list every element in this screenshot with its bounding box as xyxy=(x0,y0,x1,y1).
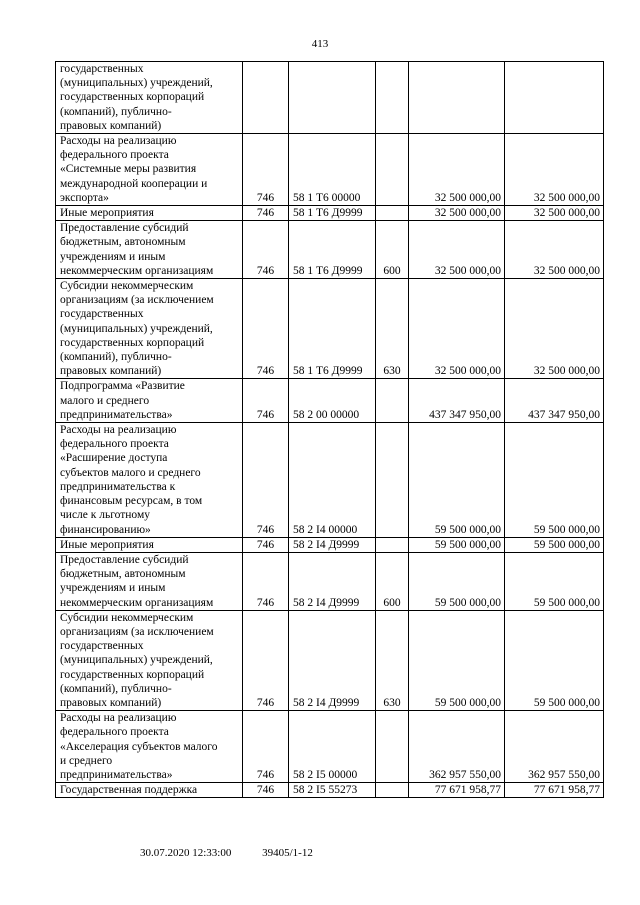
table-row xyxy=(56,711,604,783)
table-row xyxy=(56,62,604,134)
table-row xyxy=(56,379,604,423)
target-article-code: 58 1 Т6 Д9999 xyxy=(289,221,376,279)
amount-year-2: 59 500 000,00 xyxy=(505,537,604,552)
budget-table xyxy=(55,61,604,798)
grbs-code: 746 xyxy=(243,206,289,221)
target-article-code: 58 1 Т6 Д9999 xyxy=(289,279,376,379)
amount-year-1: 59 500 000,00 xyxy=(409,537,505,552)
row-name: Иные мероприятия xyxy=(56,206,243,221)
row-name: Предоставление субсидий бюджетным, автономным учреждениям и иным некоммерческим организациям xyxy=(56,552,243,610)
expense-type-code xyxy=(376,379,409,423)
target-article-code: 58 1 Т6 Д9999 xyxy=(289,206,376,221)
row-name: государственных (муниципальных) учреждений, государственных корпораций (компаний), публично- правовых компаний) xyxy=(56,62,243,134)
expense-type-code: 630 xyxy=(376,279,409,379)
row-name: Расходы на реализацию федерального проекта «Системные меры развития международной кооперации и экспорта» xyxy=(56,134,243,206)
table-row xyxy=(56,134,604,206)
expense-type-code: 630 xyxy=(376,610,409,710)
budget-table-body xyxy=(56,62,604,798)
amount-year-2: 32 500 000,00 xyxy=(505,221,604,279)
target-article-code: 58 1 Т6 00000 xyxy=(289,134,376,206)
amount-year-1: 362 957 550,00 xyxy=(409,711,505,783)
expense-type-code: 600 xyxy=(376,221,409,279)
row-name: Субсидии некоммерческим организациям (за исключением государственных (муниципальных) учреждений, государственных корпораций (компаний), публично- правовых компаний) xyxy=(56,279,243,379)
footer-doc-id: 39405/1-12 xyxy=(262,847,313,859)
target-article-code: 58 2 I4 Д9999 xyxy=(289,552,376,610)
target-article-code: 58 2 I5 00000 xyxy=(289,711,376,783)
amount-year-1: 59 500 000,00 xyxy=(409,552,505,610)
row-name: Иные мероприятия xyxy=(56,537,243,552)
expense-type-code xyxy=(376,206,409,221)
amount-year-2: 437 347 950,00 xyxy=(505,379,604,423)
row-name: Предоставление субсидий бюджетным, автономным учреждениям и иным некоммерческим организациям xyxy=(56,221,243,279)
target-article-code: 58 2 00 00000 xyxy=(289,379,376,423)
row-name: Расходы на реализацию федерального проекта «Акселерация субъектов малого и среднего предпринимательства» xyxy=(56,711,243,783)
target-article-code: 58 2 I4 00000 xyxy=(289,423,376,538)
grbs-code: 746 xyxy=(243,783,289,798)
table-row xyxy=(56,279,604,379)
expense-type-code: 600 xyxy=(376,552,409,610)
amount-year-2: 32 500 000,00 xyxy=(505,134,604,206)
grbs-code xyxy=(243,62,289,134)
table-row xyxy=(56,537,604,552)
grbs-code: 746 xyxy=(243,537,289,552)
table-row xyxy=(56,423,604,538)
expense-type-code xyxy=(376,711,409,783)
table-row xyxy=(56,783,604,798)
row-name: Расходы на реализацию федерального проекта «Расширение доступа субъектов малого и среднего предпринимательства к финансовым ресурсам, в том числе к льготному финансированию» xyxy=(56,423,243,538)
expense-type-code xyxy=(376,537,409,552)
footer-timestamp: 30.07.2020 12:33:00 xyxy=(140,847,232,859)
amount-year-2: 59 500 000,00 xyxy=(505,423,604,538)
target-article-code xyxy=(289,62,376,134)
table-row xyxy=(56,221,604,279)
amount-year-2: 362 957 550,00 xyxy=(505,711,604,783)
amount-year-1: 32 500 000,00 xyxy=(409,279,505,379)
target-article-code: 58 2 I5 55273 xyxy=(289,783,376,798)
grbs-code: 746 xyxy=(243,279,289,379)
grbs-code: 746 xyxy=(243,221,289,279)
amount-year-2 xyxy=(505,62,604,134)
row-name: Государственная поддержка xyxy=(56,783,243,798)
table-row xyxy=(56,552,604,610)
page-number: 413 xyxy=(311,38,329,50)
amount-year-1 xyxy=(409,62,505,134)
table-row xyxy=(56,206,604,221)
amount-year-2: 32 500 000,00 xyxy=(505,206,604,221)
amount-year-2: 59 500 000,00 xyxy=(505,552,604,610)
table-row xyxy=(56,610,604,710)
amount-year-1: 59 500 000,00 xyxy=(409,423,505,538)
grbs-code: 746 xyxy=(243,423,289,538)
amount-year-2: 59 500 000,00 xyxy=(505,610,604,710)
amount-year-1: 77 671 958,77 xyxy=(409,783,505,798)
grbs-code: 746 xyxy=(243,711,289,783)
expense-type-code xyxy=(376,62,409,134)
grbs-code: 746 xyxy=(243,610,289,710)
target-article-code: 58 2 I4 Д9999 xyxy=(289,610,376,710)
amount-year-1: 437 347 950,00 xyxy=(409,379,505,423)
row-name: Подпрограмма «Развитие малого и среднего предпринимательства» xyxy=(56,379,243,423)
amount-year-1: 32 500 000,00 xyxy=(409,221,505,279)
grbs-code: 746 xyxy=(243,552,289,610)
expense-type-code xyxy=(376,134,409,206)
footer xyxy=(140,847,341,859)
amount-year-1: 32 500 000,00 xyxy=(409,206,505,221)
amount-year-1: 32 500 000,00 xyxy=(409,134,505,206)
expense-type-code xyxy=(376,423,409,538)
expense-type-code xyxy=(376,783,409,798)
amount-year-2: 32 500 000,00 xyxy=(505,279,604,379)
amount-year-2: 77 671 958,77 xyxy=(505,783,604,798)
grbs-code: 746 xyxy=(243,379,289,423)
target-article-code: 58 2 I4 Д9999 xyxy=(289,537,376,552)
row-name: Субсидии некоммерческим организациям (за исключением государственных (муниципальных) учреждений, государственных корпораций (компаний), публично- правовых компаний) xyxy=(56,610,243,710)
amount-year-1: 59 500 000,00 xyxy=(409,610,505,710)
grbs-code: 746 xyxy=(243,134,289,206)
